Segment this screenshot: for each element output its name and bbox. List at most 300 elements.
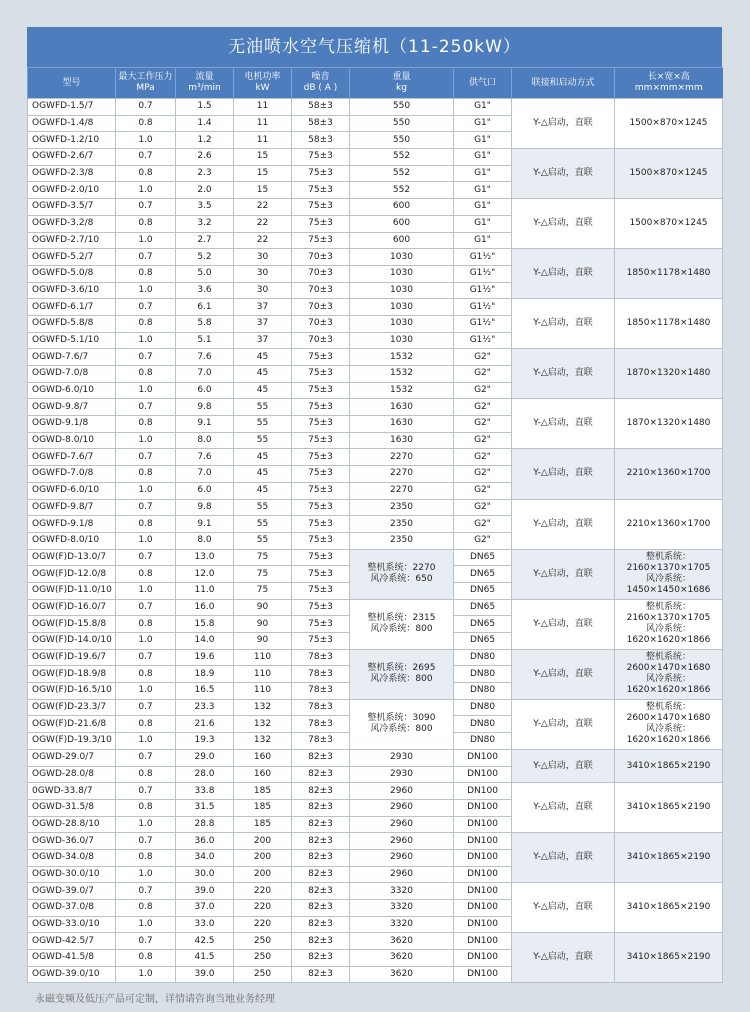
power-cell: 160 [234,766,292,783]
line-text: 风冷系统： [645,624,691,635]
pressure-cell: 1.0 [116,182,176,199]
flow-cell: 36.0 [176,833,234,850]
dimensions-cell [615,783,723,833]
outlet-cell: DN80 [454,733,512,750]
noise-cell: 70±3 [292,282,350,299]
weight-cell: 2930 [350,766,454,783]
model-cell: OGWD-31.5/8 [28,799,116,816]
start-method-cell: Y-△启动，直联 [512,649,615,699]
line-text: 1500×870×1245 [629,218,708,229]
start-method-cell: Y-△启动，直联 [512,499,615,549]
flow-cell: 7.6 [176,449,234,466]
power-cell: 15 [234,182,292,199]
weight-cell: 600 [350,215,454,232]
weight-cell: 2270 [350,482,454,499]
noise-cell: 75±3 [292,215,350,232]
model-group [28,349,723,399]
power-cell: 22 [234,199,292,216]
table-row [28,449,723,466]
header-noise: 噪音 dB ( A ) [292,68,350,99]
line-text: 1870×1320×1480 [626,368,711,379]
power-cell: 55 [234,499,292,516]
line-text: 风冷系统：800 [370,724,433,735]
outlet-cell: G2" [454,449,512,466]
flow-cell: 21.6 [176,716,234,733]
dimensions-cell [615,99,723,149]
power-cell: 55 [234,532,292,549]
pressure-cell: 1.0 [116,132,176,149]
noise-cell: 75±3 [292,633,350,650]
flow-cell: 8.0 [176,532,234,549]
outlet-cell: DN100 [454,783,512,800]
weight-cell: 2960 [350,799,454,816]
flow-cell: 39.0 [176,966,234,983]
model-cell: OGWFD-9.1/8 [28,516,116,533]
noise-cell: 70±3 [292,332,350,349]
table-row [28,699,723,716]
line-text: 整机系统： [645,702,691,713]
outlet-cell: DN100 [454,900,512,917]
power-cell: 11 [234,132,292,149]
model-cell: OGW(F)D-12.0/8 [28,566,116,583]
table-row [28,549,723,566]
line-text: 2210×1360×1700 [626,518,711,529]
model-group [28,749,723,782]
noise-cell: 58±3 [292,99,350,116]
noise-cell: 82±3 [292,900,350,917]
line-text: 风冷系统： [645,724,691,735]
weight-cell: 1532 [350,366,454,383]
dimensions-cell [615,149,723,199]
power-cell: 132 [234,716,292,733]
noise-cell: 78±3 [292,733,350,750]
model-cell: OGWFD-1.5/7 [28,99,116,116]
line-text: 整机系统： [645,602,691,613]
weight-cell: 1532 [350,382,454,399]
weight-cell: 2960 [350,833,454,850]
model-cell: OGWFD-5.2/7 [28,249,116,266]
header-row [28,68,723,99]
power-cell: 90 [234,633,292,650]
power-cell: 45 [234,449,292,466]
flow-cell: 16.5 [176,683,234,700]
model-cell: OGWFD-5.0/8 [28,265,116,282]
noise-cell: 82±3 [292,816,350,833]
weight-cell: 2960 [350,866,454,883]
weight-merged-cell [350,699,454,749]
model-cell: OGW(F)D-23.3/7 [28,699,116,716]
weight-cell: 2960 [350,816,454,833]
flow-cell: 33.0 [176,916,234,933]
outlet-cell: G1½" [454,299,512,316]
flow-cell: 5.8 [176,315,234,332]
power-cell: 185 [234,783,292,800]
flow-cell: 7.0 [176,366,234,383]
line-text: 风冷系统：800 [370,624,433,635]
model-cell: OGWD-28.8/10 [28,816,116,833]
model-cell: OGWD-34.0/8 [28,849,116,866]
outlet-cell: DN80 [454,683,512,700]
table-row [28,933,723,950]
power-cell: 250 [234,966,292,983]
noise-cell: 82±3 [292,749,350,766]
noise-cell: 70±3 [292,315,350,332]
pressure-cell: 0.8 [116,616,176,633]
weight-cell: 600 [350,232,454,249]
noise-cell: 70±3 [292,249,350,266]
model-cell: OGW(F)D-19.3/10 [28,733,116,750]
pressure-cell: 1.0 [116,733,176,750]
noise-cell: 82±3 [292,766,350,783]
flow-cell: 37.0 [176,900,234,917]
model-cell: OGWFD-1.4/8 [28,115,116,132]
pressure-cell: 1.0 [116,816,176,833]
table-row [28,749,723,766]
noise-cell: 82±3 [292,883,350,900]
header-flow: 流量 m³/min [176,68,234,99]
pressure-cell: 1.0 [116,683,176,700]
power-cell: 45 [234,349,292,366]
model-cell: OGWFD-7.6/7 [28,449,116,466]
start-method-cell: Y-△启动，直联 [512,883,615,933]
outlet-cell: G2" [454,532,512,549]
weight-cell: 2930 [350,749,454,766]
outlet-cell: G2" [454,432,512,449]
pressure-cell: 0.8 [116,416,176,433]
flow-cell: 6.1 [176,299,234,316]
model-cell: OGWFD-6.1/7 [28,299,116,316]
power-cell: 185 [234,799,292,816]
model-cell: OGWFD-3.6/10 [28,282,116,299]
dimensions-cell [615,199,723,249]
noise-cell: 75±3 [292,599,350,616]
noise-cell: 75±3 [292,549,350,566]
model-group [28,149,723,199]
pressure-cell: 0.8 [116,766,176,783]
flow-cell: 19.3 [176,733,234,750]
model-cell: OGWFD-5.1/10 [28,332,116,349]
spec-sheet [27,27,722,983]
power-cell: 55 [234,432,292,449]
model-cell: OGWD-9.1/8 [28,416,116,433]
weight-cell: 1030 [350,315,454,332]
pressure-cell: 0.7 [116,249,176,266]
model-group [28,549,723,599]
table-row [28,299,723,316]
line-text: 1620×1620×1866 [626,685,711,696]
dimensions-cell [615,933,723,983]
model-group [28,783,723,833]
pressure-cell: 1.0 [116,382,176,399]
weight-cell: 1030 [350,282,454,299]
model-group [28,399,723,449]
outlet-cell: DN65 [454,566,512,583]
line-text: 1620×1620×1866 [626,635,711,646]
power-cell: 55 [234,399,292,416]
pressure-cell: 1.0 [116,282,176,299]
header-pressure: 最大工作压力 MPa [116,68,176,99]
noise-cell: 75±3 [292,532,350,549]
table-row [28,499,723,516]
power-cell: 132 [234,699,292,716]
power-cell: 15 [234,165,292,182]
outlet-cell: DN100 [454,950,512,967]
dimensions-cell [615,299,723,349]
start-method-cell: Y-△启动，直联 [512,249,615,299]
weight-cell: 3620 [350,950,454,967]
outlet-cell: G1½" [454,315,512,332]
outlet-cell: G1" [454,199,512,216]
flow-cell: 16.0 [176,599,234,616]
weight-cell: 1630 [350,399,454,416]
power-cell: 75 [234,549,292,566]
dimensions-cell [615,449,723,499]
noise-cell: 78±3 [292,649,350,666]
pressure-cell: 1.0 [116,232,176,249]
weight-merged-cell [350,549,454,599]
power-cell: 90 [234,599,292,616]
table-row [28,649,723,666]
outlet-cell: DN65 [454,549,512,566]
line-text: 1450×1450×1686 [626,585,711,596]
outlet-cell: DN65 [454,633,512,650]
start-method-cell: Y-△启动，直联 [512,349,615,399]
pressure-cell: 0.7 [116,699,176,716]
line-text: 风冷系统： [645,674,691,685]
power-cell: 185 [234,816,292,833]
noise-cell: 82±3 [292,933,350,950]
model-cell: OGWD-41.5/8 [28,950,116,967]
weight-merged-cell [350,649,454,699]
outlet-cell: G1" [454,232,512,249]
header-weight: 重量 kg [350,68,454,99]
model-cell: OGW(F)D-19.6/7 [28,649,116,666]
outlet-cell: DN100 [454,766,512,783]
model-group [28,499,723,549]
model-group [28,249,723,299]
flow-cell: 31.5 [176,799,234,816]
weight-cell: 600 [350,199,454,216]
flow-cell: 7.0 [176,466,234,483]
weight-cell: 1030 [350,332,454,349]
power-cell: 37 [234,332,292,349]
power-cell: 90 [234,616,292,633]
weight-cell: 3320 [350,883,454,900]
outlet-cell: G1" [454,99,512,116]
line-text: 2210×1360×1700 [626,468,711,479]
weight-cell: 2960 [350,849,454,866]
pressure-cell: 0.8 [116,950,176,967]
line-text: 风冷系统：650 [370,574,433,585]
start-method-cell: Y-△启动，直联 [512,933,615,983]
pressure-cell: 0.8 [116,900,176,917]
noise-cell: 78±3 [292,683,350,700]
power-cell: 45 [234,366,292,383]
model-cell: OGWD-36.0/7 [28,833,116,850]
power-cell: 11 [234,115,292,132]
weight-cell: 552 [350,149,454,166]
weight-cell: 552 [350,182,454,199]
outlet-cell: DN65 [454,616,512,633]
outlet-cell: DN100 [454,883,512,900]
noise-cell: 75±3 [292,232,350,249]
noise-cell: 82±3 [292,783,350,800]
weight-cell: 1030 [350,265,454,282]
table-title: 无油喷水空气压缩机（11-250kW） [27,27,722,67]
weight-cell: 550 [350,115,454,132]
start-method-cell: Y-△启动，直联 [512,399,615,449]
power-cell: 200 [234,833,292,850]
footnote: 永磁变频及低压产品可定制，详情请咨询当地业务经理 [35,994,275,1005]
power-cell: 45 [234,466,292,483]
model-cell: OGWD-37.0/8 [28,900,116,917]
noise-cell: 70±3 [292,265,350,282]
line-text: 1500×870×1245 [629,118,708,129]
weight-cell: 550 [350,99,454,116]
power-cell: 37 [234,299,292,316]
noise-cell: 75±3 [292,416,350,433]
noise-cell: 82±3 [292,833,350,850]
pressure-cell: 0.7 [116,933,176,950]
model-cell: OGWFD-2.0/10 [28,182,116,199]
model-cell: OGWD-28.0/8 [28,766,116,783]
weight-cell: 1532 [350,349,454,366]
flow-cell: 11.0 [176,582,234,599]
power-cell: 30 [234,282,292,299]
model-cell: OGW(F)D-13.0/7 [28,549,116,566]
pressure-cell: 0.8 [116,716,176,733]
outlet-cell: DN100 [454,816,512,833]
pressure-cell: 0.8 [116,215,176,232]
model-cell: OGW(F)D-16.5/10 [28,683,116,700]
flow-cell: 7.6 [176,349,234,366]
pressure-cell: 0.7 [116,299,176,316]
weight-cell: 2960 [350,783,454,800]
power-cell: 15 [234,149,292,166]
dimensions-cell [615,499,723,549]
pressure-cell: 0.8 [116,849,176,866]
model-group [28,299,723,349]
noise-cell: 75±3 [292,382,350,399]
flow-cell: 18.9 [176,666,234,683]
model-cell: OGW(F)D-11.0/10 [28,582,116,599]
outlet-cell: G2" [454,349,512,366]
weight-cell: 1630 [350,416,454,433]
header-start-method: 联接和启动方式 [512,68,615,99]
noise-cell: 75±3 [292,149,350,166]
dimensions-cell [615,833,723,883]
header-model: 型号 [28,68,116,99]
outlet-cell: G1½" [454,265,512,282]
flow-cell: 29.0 [176,749,234,766]
model-cell: OGWD-6.0/10 [28,382,116,399]
flow-cell: 1.4 [176,115,234,132]
noise-cell: 82±3 [292,799,350,816]
pressure-cell: 1.0 [116,332,176,349]
start-method-cell: Y-△启动，直联 [512,783,615,833]
pressure-cell: 0.8 [116,165,176,182]
noise-cell: 75±3 [292,566,350,583]
line-text: 2600×1470×1680 [626,713,711,724]
pressure-cell: 0.8 [116,566,176,583]
pressure-cell: 0.8 [116,516,176,533]
weight-cell: 550 [350,132,454,149]
pressure-cell: 0.7 [116,149,176,166]
dimensions-cell [615,599,723,649]
flow-cell: 9.8 [176,399,234,416]
table-row [28,599,723,616]
model-cell: OGW(F)D-16.0/7 [28,599,116,616]
power-cell: 11 [234,99,292,116]
power-cell: 55 [234,516,292,533]
outlet-cell: DN80 [454,649,512,666]
start-method-cell: Y-△启动，直联 [512,149,615,199]
model-cell: OGWD-33.0/10 [28,916,116,933]
power-cell: 75 [234,582,292,599]
outlet-cell: DN100 [454,866,512,883]
flow-cell: 5.2 [176,249,234,266]
pressure-cell: 0.7 [116,549,176,566]
weight-cell: 3320 [350,900,454,917]
power-cell: 160 [234,749,292,766]
flow-cell: 34.0 [176,849,234,866]
flow-cell: 2.0 [176,182,234,199]
noise-cell: 75±3 [292,366,350,383]
weight-cell: 3620 [350,933,454,950]
line-text: 1500×870×1245 [629,168,708,179]
dimensions-cell [615,399,723,449]
outlet-cell: G1" [454,165,512,182]
pressure-cell: 1.0 [116,432,176,449]
pressure-cell: 0.8 [116,466,176,483]
line-text: 整机系统：2315 [367,613,436,624]
outlet-cell: DN100 [454,933,512,950]
line-text: 1620×1620×1866 [626,735,711,746]
dimensions-cell [615,649,723,699]
outlet-cell: DN100 [454,849,512,866]
pressure-cell: 0.8 [116,315,176,332]
model-cell: OGWFD-9.8/7 [28,499,116,516]
line-text: 3410×1865×2190 [626,760,711,771]
start-method-cell: Y-△启动，直联 [512,199,615,249]
flow-cell: 3.6 [176,282,234,299]
flow-cell: 6.0 [176,482,234,499]
weight-cell: 3320 [350,916,454,933]
model-cell: OGWD-29.0/7 [28,749,116,766]
line-text: 1850×1178×1480 [626,318,711,329]
pressure-cell: 0.7 [116,749,176,766]
power-cell: 45 [234,482,292,499]
flow-cell: 12.0 [176,566,234,583]
flow-cell: 42.5 [176,933,234,950]
noise-cell: 78±3 [292,666,350,683]
model-cell: OGWD-7.6/7 [28,349,116,366]
model-cell: OGW(F)D-14.0/10 [28,633,116,650]
line-text: 3410×1865×2190 [626,902,711,913]
table-row [28,399,723,416]
model-cell: OGWFD-2.3/8 [28,165,116,182]
start-method-cell: Y-△启动，直联 [512,299,615,349]
model-cell: OGW(F)D-18.9/8 [28,666,116,683]
pressure-cell: 1.0 [116,633,176,650]
power-cell: 22 [234,215,292,232]
power-cell: 220 [234,900,292,917]
flow-cell: 5.0 [176,265,234,282]
flow-cell: 9.8 [176,499,234,516]
flow-cell: 14.0 [176,633,234,650]
model-cell: OGWFD-8.0/10 [28,532,116,549]
noise-cell: 75±3 [292,582,350,599]
